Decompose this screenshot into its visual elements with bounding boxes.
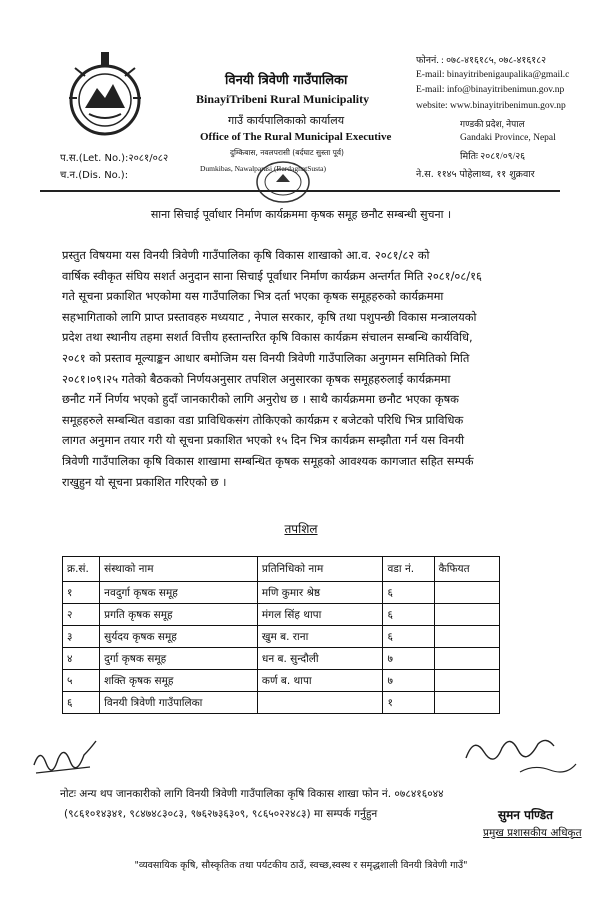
cell-representative [257,692,383,714]
cell-remarks [434,670,499,692]
table-row [63,582,500,604]
table-row [63,604,500,626]
cell-remarks [434,604,499,626]
cell-remarks [434,692,499,714]
cell-remarks [434,582,499,604]
body-line: गते सूचना प्रकाशित भएकोमा यस गाउँपालिका भित्र दर्ता भएका कृषक समूहहरुको कार्यक्रममा [62,289,444,304]
cell-representative: मंगल सिंह थापा [257,604,383,626]
body-line: सहभागिताको लागि प्राप्त प्रस्तावहरु मध्ययाट , नेपाल सरकार, कृषि तथा पशुपन्छी विकास मन्त्रालयको [62,309,477,324]
cell-remarks [434,648,499,670]
signature-right [460,728,580,782]
notice-body [62,245,560,492]
cell-serial: ५ [63,670,100,692]
cell-serial: ४ [63,648,100,670]
body-line: समूहहरुले सम्बन्धित वडाका वडा प्राविधिकसंग तोकिएको कार्यक्रम र बजेटको परिधि भित्र प्राविधिक [62,412,464,427]
cell-serial: ३ [63,626,100,648]
office-name-en: Office of The Rural Municipal Executive [200,131,392,143]
table-row [63,670,500,692]
signature-left [30,735,100,781]
header-divider [40,190,560,192]
table-row [63,648,500,670]
email-secondary: E-mail: info@binayitribenimun.gov.np [416,85,565,95]
office-name-np: गाउँ कार्यपालिकाको कार्यालय [228,114,345,127]
cell-organization: सुर्यदय कृषक समूह [100,626,258,648]
cell-organization: विनयी त्रिवेणी गाउँपालिका [100,692,258,714]
body-line: छनौट गर्ने निर्णय भएको हुदाँ जानकारीको लागि अनुरोध छ । साथै कार्यक्रममा छनौट भएका कृषक [62,392,459,407]
org-name-np: विनयी त्रिवेणी गाउँपालिका [225,73,348,88]
cell-ward: ६ [383,626,434,648]
cell-ward: ६ [383,582,434,604]
footer-slogan: "व्यवसायिक कृषि, सौस्कृतिक तथा पर्यटकीय ठाउँ, स्वच्छ,स्वस्थ र समृद्धशाली विनयी त्रिवेणी गाउँ" [134,860,468,871]
body-line: वार्षिक स्वीकृत संघिय सशर्त अनुदान साना सिचाई पूर्वाधार निर्माण कार्यक्रम अन्तर्गत मिति २०८१/०८/१६ [62,268,482,283]
notice-subject: साना सिचाई पूर्वाधार निर्माण कार्यक्रममा कृषक समूह छनौट सम्बन्धी सुचना । [150,208,452,221]
cell-serial: ६ [63,692,100,714]
header-ward: वडा नं. [383,557,434,582]
cell-organization: प्रगति कृषक समूह [100,604,258,626]
body-line: लागत अनुमान तयार गरी यो सूचना प्रकाशित भएको १५ दिन भित्र कार्यक्रम सम्झौता गर्न यस विनयी [62,433,465,448]
cell-serial: २ [63,604,100,626]
org-name-en: BinayiTribeni Rural Municipality [196,92,370,106]
letter-number: प.स.(Let. No.):२०८१/०८२ [60,153,169,164]
body-line: २०८१ को प्रस्ताव मूल्याङ्कन आधार बमोजिम यस विनयी त्रिवेणी गाउँपालिका अनुगमन समितिको मिति [62,350,470,365]
contact-note-line2: (९८६१०१४३४१, ९८४७४८३०८३, ९७६२७३६३०९, ९८६५०२२४८३) मा सम्पर्क गर्नुहुन [64,808,378,820]
phone-number: फोननं. : ०७८-४१६१८५, ०७८-४१६१८२ [416,56,547,66]
body-line: प्रदेश तथा स्थानीय तहमा सशर्त वित्तीय हस्तान्तरित कृषि विकास कार्यक्रम संचालन सम्बन्धि कार्यविधि, [62,330,473,345]
header-remarks: कैफियत [434,557,499,582]
signer-name: सुमन पण्डित [498,808,554,822]
email-primary: E-mail: binayitribenigaupalika@gmail.c [416,70,570,80]
body-line: त्रिवेणी गाउँपालिका कृषि विकास शाखामा सम्बन्धित कृषक समूहको आवश्यक कागजात सहित सम्पर्क [62,453,474,468]
table-row [63,626,500,648]
letter-date: मितिः २०८१/०९/२६ [460,152,526,162]
office-stamp [228,138,338,204]
table-row [63,692,500,714]
cell-organization: दुर्गा कृषक समूह [100,648,258,670]
nepal-sambat-date: ने.स. ११४५ पोहेलाथ्व, ११ शुक्रवार [416,169,535,180]
cell-ward: १ [383,692,434,714]
address-np: दुम्किबास, नवलपरासी (बर्दघाट सुस्ता पूर्व) [230,148,344,157]
header-serial: क्र.सं. [63,557,100,582]
cell-organization: नवदुर्गा कृषक समूह [100,582,258,604]
body-line: प्रस्तुत विषयमा यस विनयी त्रिवेणी गाउँपालिका कृषि विकास शाखाको आ.व. २०८१/८२ को [62,248,430,262]
table-header-row [63,557,500,582]
address-en: Dumkibas, Nawalparasi (BardaghatSusta) [200,164,327,173]
cell-representative: कर्ण ब. थापा [257,670,383,692]
cell-remarks [434,626,499,648]
cell-ward: ६ [383,604,434,626]
website: website: www.binayitribenimun.gov.np [416,101,566,111]
signer-title: प्रमुख प्रशासकीय अधिकृत [483,827,582,839]
body-line: राखुहुन यो सूचना प्रकाशित गरिएको छ । [62,474,227,489]
province-en: Gandaki Province, Nepal [460,133,556,143]
cell-ward: ७ [383,670,434,692]
cell-representative: धन ब. सुन्दौली [257,648,383,670]
municipality-logo [55,48,155,148]
header-organization: संस्थाको नाम [100,557,258,582]
cell-ward: ७ [383,648,434,670]
cell-serial: १ [63,582,100,604]
contact-note-line1: नोटः अन्य थप जानकारीको लागि विनयी त्रिवेणी गाउँपालिका कृषि विकास शाखा फोन नं. ०७८४१६०४४ [60,788,444,800]
table-title: तपशिल [284,522,318,536]
cell-representative: मणि कुमार श्रेष्ठ [257,582,383,604]
dispatch-number: च.न.(Dis. No.): [60,170,129,181]
farmer-group-table [62,556,500,714]
cell-representative: खुम ब. राना [257,626,383,648]
province-np: गण्डकी प्रदेश, नेपाल [460,119,525,129]
cell-organization: शक्ति कृषक समूह [100,670,258,692]
header-representative: प्रतिनिधिको नाम [257,557,383,582]
body-line: २०८१।०९।२५ गतेको बैठकको निर्णयअनुसार तपशिल अनुसारका कृषक समूहहरुलाई कार्यक्रममा [62,371,451,386]
